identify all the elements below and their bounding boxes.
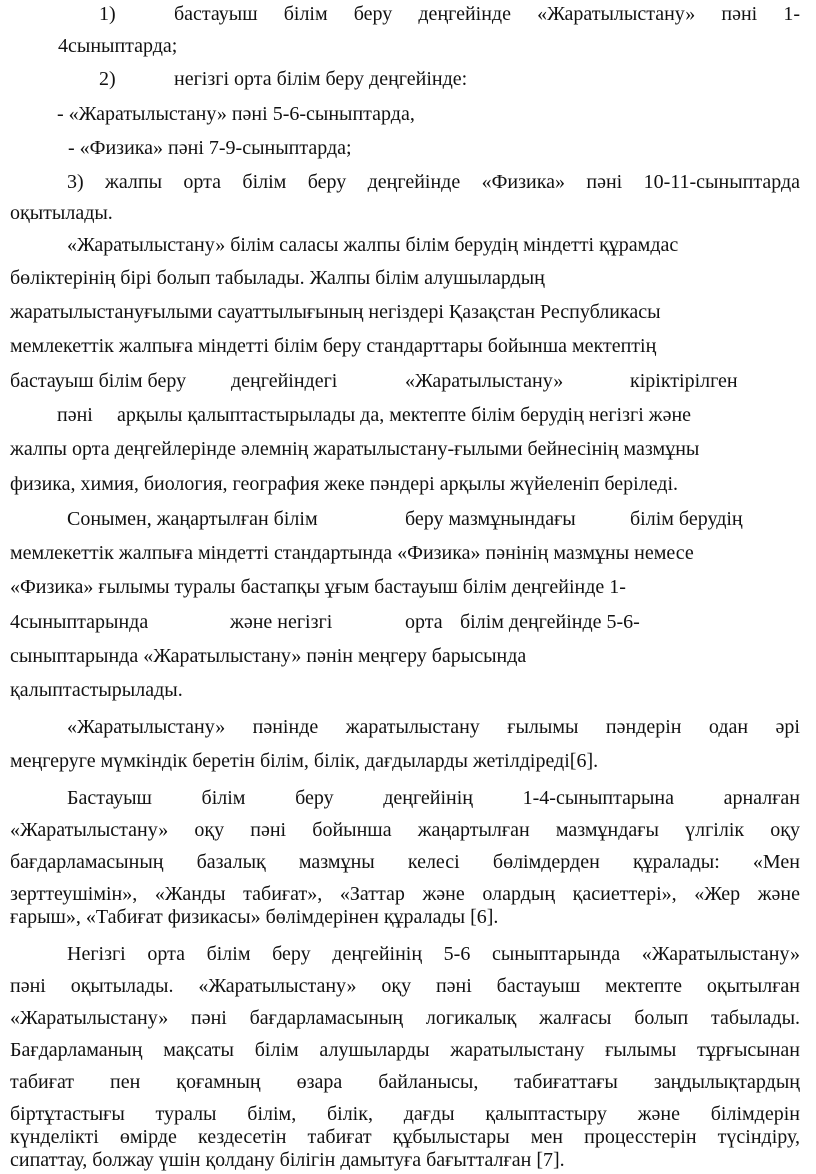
list-item-1-text: бастауыш білім беру деңгейінде «Жаратылыстану» пәні 1- — [174, 3, 800, 25]
para2-line: «Физика» ғылымы туралы бастапқы ұғым бастауыш білім деңгейінде 1- — [10, 576, 626, 598]
para2-line: сыныптарында «Жаратылыстану» пәнін меңгеру барысында — [10, 645, 527, 667]
para5-line: күнделікті өмірде кездесетін табиғат құбылыстары мен процесстерін түсіндіру, — [10, 1126, 800, 1148]
para3-line: меңгеруге мүмкіндік беретін білім, білік, дағдыларды жетілдіреді[6]. — [10, 750, 599, 772]
para1-line: физика, химия, биология, география жеке пәндері арқылы жүйеленіп беріледі. — [10, 473, 679, 495]
para1-line: бастауыш білім беру — [10, 370, 187, 392]
list-item-1-continuation: 4сыныптарда; — [58, 35, 178, 57]
para2-line: Сонымен, жаңартылған білім — [67, 508, 318, 530]
para1-line: бөліктерінің бірі болып табылады. Жалпы білім алушылардың — [10, 267, 545, 289]
para1-line: «Жаратылыстану» білім саласы жалпы білім берудің міндетті құрамдас — [67, 234, 679, 256]
para1-line: деңгейіндегі — [231, 370, 338, 392]
para1-line: пәні — [57, 404, 93, 426]
dash-item-1: - «Жаратылыстану» пәні 5-6-сыныптарда, — [57, 103, 415, 125]
para4-line: ғарыш», «Табиғат физикасы» бөлімдерінен құралады [6]. — [10, 906, 499, 928]
list-item-1-number: 1) — [99, 3, 116, 25]
para2-line: қалыптастырылады. — [10, 679, 183, 701]
para5-line: сипаттау, болжау үшін қолдану білігін дамытуға бағытталған [7]. — [10, 1149, 565, 1171]
list-item-2-number: 2) — [99, 68, 116, 90]
para2-line: білім берудің — [630, 508, 743, 530]
list-item-3-continuation: оқытылады. — [10, 202, 113, 224]
para5-line: «Жаратылыстану» пәні бағдарламасының логикалық жалғасы болып табылады. — [10, 1007, 800, 1029]
para5-line: біртұтастығы туралы білім, білік, дағды қалыптастыру және білімдерін — [10, 1103, 800, 1125]
para1-line: «Жаратылыстану» — [405, 370, 564, 392]
para2-line: білім деңгейінде 5-6- — [460, 611, 640, 633]
para2-line: беру мазмұнындағы — [405, 508, 576, 530]
dash-item-2: - «Физика» пәні 7-9-сыныптарда; — [68, 137, 352, 159]
para1-line: мемлекеттік жалпыға міндетті білім беру стандарттары бойынша мектептің — [10, 335, 657, 357]
para1-line: арқылы қалыптастырылады да, мектепте білім берудің негізгі және — [117, 404, 692, 426]
para2-line: мемлекеттік жалпыға міндетті стандартында «Физика» пәнінің мазмұны немесе — [10, 542, 694, 564]
para4-line: «Жаратылыстану» оқу пәні бойынша жаңартылған мазмұндағы үлгілік оқу — [10, 819, 800, 841]
para5-line: табиғат пен қоғамның өзара байланысы, табиғаттағы заңдылықтардың — [10, 1071, 800, 1093]
list-item-2-text: негізгі орта білім беру деңгейінде: — [174, 68, 468, 90]
para1-line: жалпы орта деңгейлерінде әлемнің жаратылыстану-ғылыми бейнесінің мазмұны — [10, 438, 700, 460]
para3-line: «Жаратылыстану» пәнінде жаратылыстану ғылымы пәндерін одан әрі — [67, 716, 800, 738]
para1-line: жаратылыстануғылыми сауаттылығының негіздері Қазақстан Республикасы — [10, 301, 661, 323]
para4-line: зерттеушімін», «Жанды табиғат», «Заттар және олардың қасиеттері», «Жер және — [10, 883, 800, 905]
para5-line: Бағдарламаның мақсаты білім алушыларды жаратылыстану ғылымы тұрғысынан — [10, 1039, 800, 1061]
para5-line: Негізгі орта білім беру деңгейінің 5-6 сыныптарында «Жаратылыстану» — [67, 943, 800, 965]
para2-line: 4сыныптарында — [10, 611, 149, 633]
para2-line: орта — [405, 611, 443, 633]
para5-line: пәні оқытылады. «Жаратылыстану» оқу пәні бастауыш мектепте оқытылған — [10, 975, 800, 997]
para4-line: бағдарламасының базалық мазмұны келесі бөлімдерден құралады: «Мен — [10, 851, 800, 873]
para1-line: кіріктірілген — [630, 370, 738, 392]
para4-line: Бастауыш білім беру деңгейінің 1-4-сыныптарына арналған — [67, 787, 800, 809]
para2-line: және негізгі — [230, 611, 333, 633]
list-item-3-text: 3) жалпы орта білім беру деңгейінде «Физика» пәні 10-11-сыныптарда — [67, 171, 800, 193]
